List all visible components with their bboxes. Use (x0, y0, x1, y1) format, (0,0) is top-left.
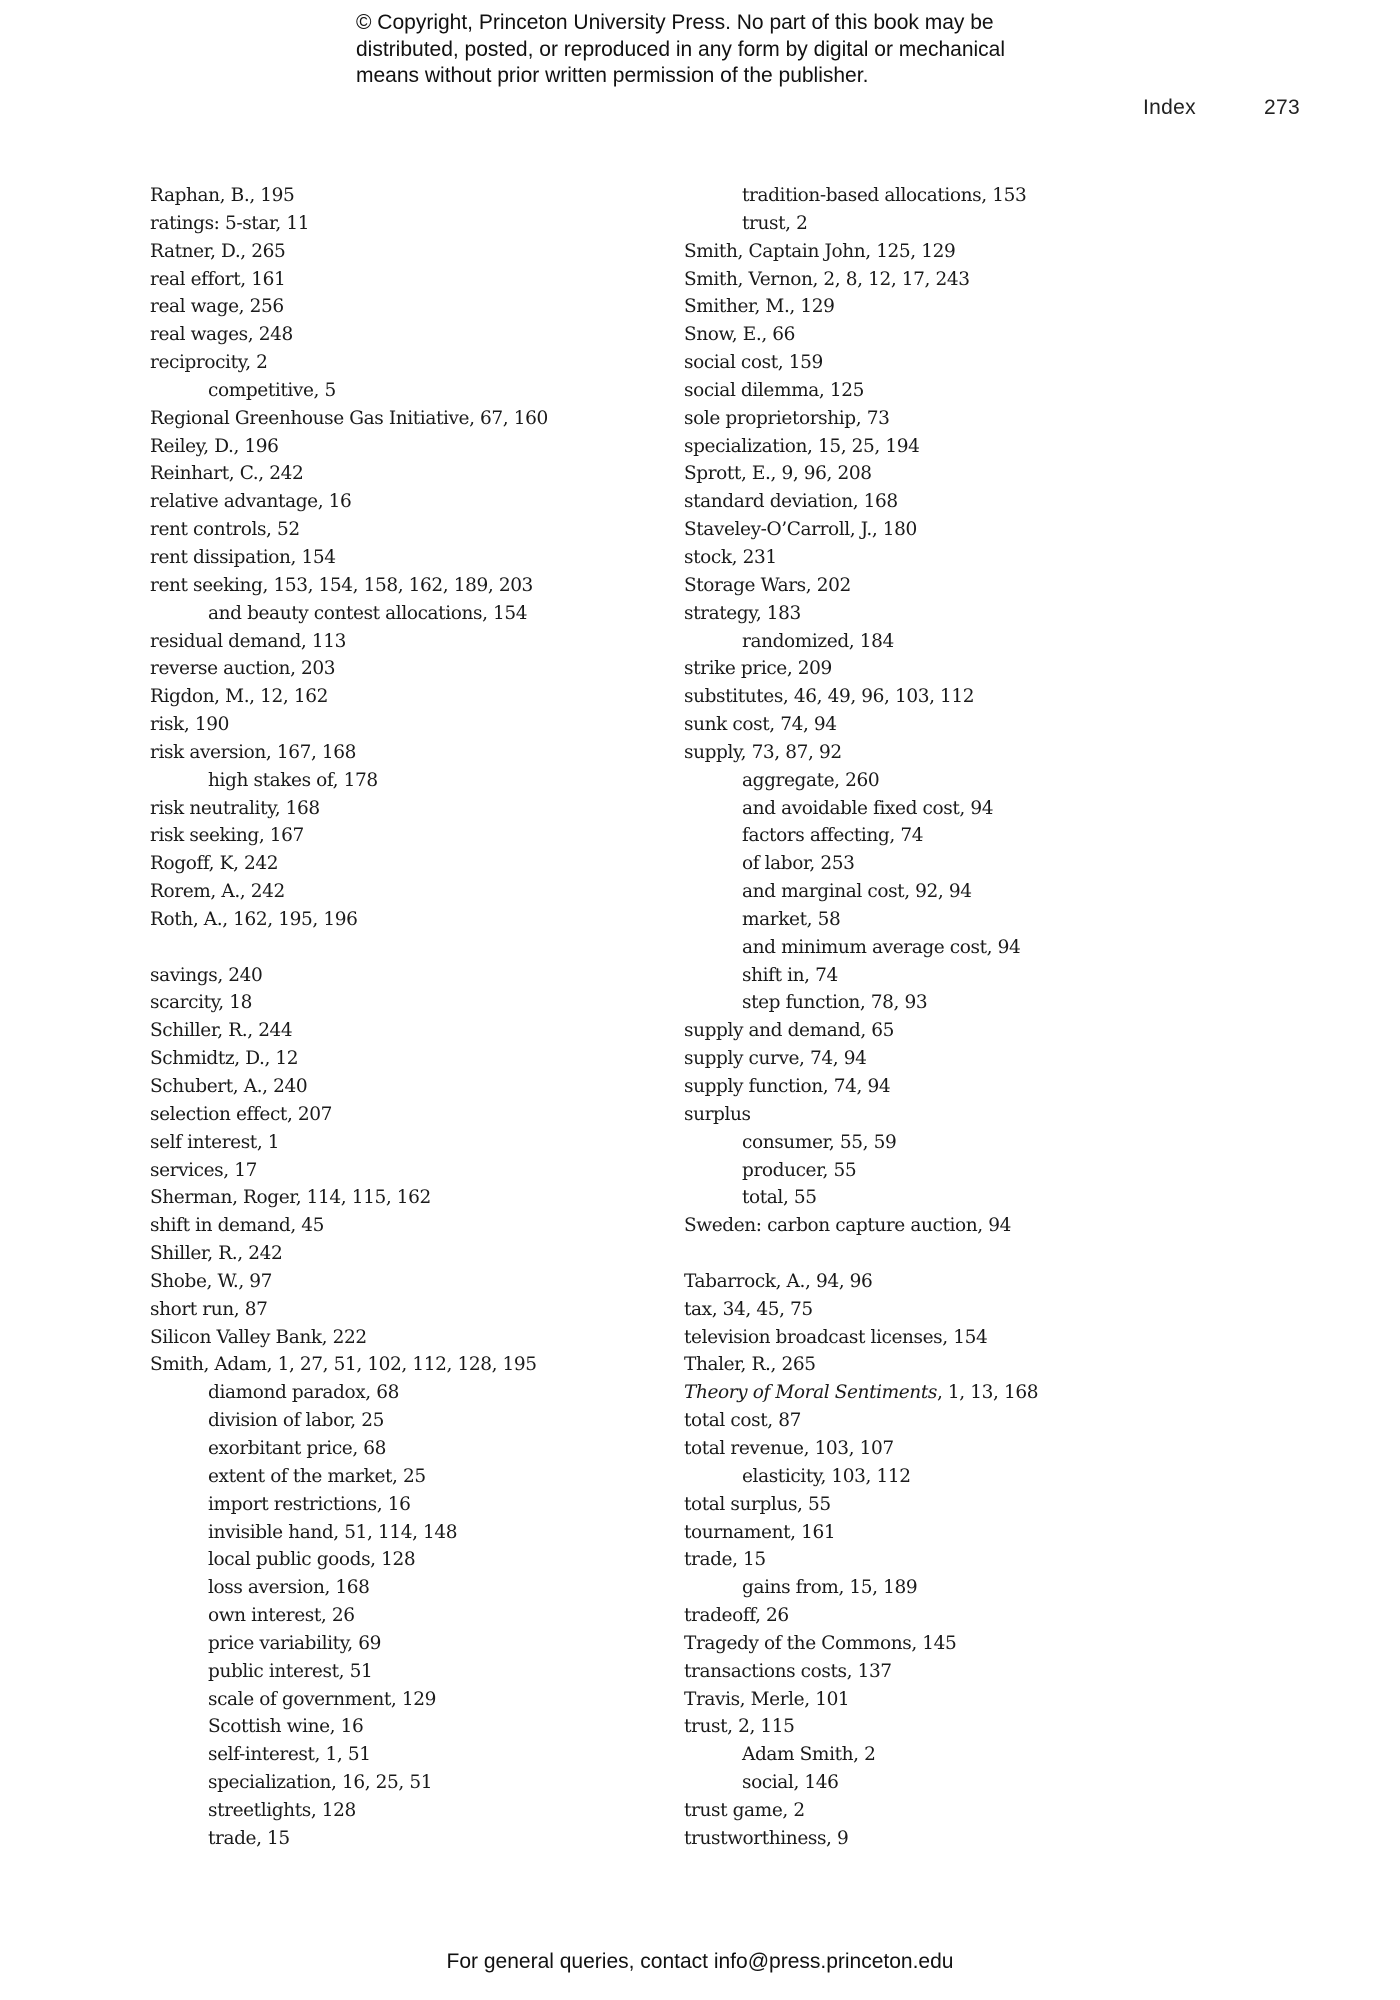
index-entry: sole proprietorship, 73 (684, 407, 890, 429)
index-entry: Rorem, A., 242 (150, 881, 285, 903)
index-entry: Sweden: carbon capture auction, 94 (684, 1215, 1011, 1237)
index-entry: Sherman, Roger, 114, 115, 162 (150, 1187, 431, 1209)
index-entry: supply function, 74, 94 (684, 1076, 891, 1097)
index-entry: risk aversion, 167, 168 (150, 741, 357, 763)
index-subentry: diamond paradox, 68 (208, 1382, 399, 1404)
index-entry: Tabarrock, A., 94, 96 (684, 1270, 873, 1292)
index-entry: Reinhart, C., 242 (150, 463, 304, 485)
index-entry: shift in demand, 45 (150, 1215, 325, 1237)
index-subentry: of labor, 253 (742, 853, 855, 875)
index-entry: Schubert, A., 240 (150, 1076, 308, 1097)
index-subentry: trade, 15 (208, 1827, 290, 1849)
index-entry: standard deviation, 168 (684, 491, 898, 513)
index-subentry: tradition-based allocations, 153 (742, 185, 1027, 206)
index-subentry: scale of government, 129 (208, 1688, 436, 1710)
index-entry: risk seeking, 167 (150, 825, 304, 847)
index-entry: ratings: 5-star, 11 (150, 212, 310, 234)
index-subentry: specialization, 16, 25, 51 (208, 1772, 433, 1794)
index-entry: risk neutrality, 168 (150, 797, 320, 819)
index-entry: rent seeking, 153, 154, 158, 162, 189, 203 (150, 574, 533, 596)
index-entry: self interest, 1 (150, 1131, 280, 1153)
index-subentry: and avoidable fixed cost, 94 (742, 797, 994, 819)
index-entry: trustworthiness, 9 (684, 1827, 849, 1849)
index-entry: tradeoff, 26 (684, 1605, 789, 1627)
running-head (1143, 96, 1300, 120)
index-entry: services, 17 (150, 1159, 257, 1181)
index-entry: selection effect, 207 (150, 1103, 333, 1125)
index-entry: Shiller, R., 242 (150, 1243, 283, 1265)
index-subentry: social, 146 (742, 1772, 839, 1794)
index-subentry: market, 58 (742, 908, 841, 930)
index-subentry: invisible hand, 51, 114, 148 (208, 1521, 458, 1543)
index-entry: trust, 2, 115 (684, 1716, 795, 1738)
index-entry: trust game, 2 (684, 1799, 805, 1821)
index-entry: Ratner, D., 265 (150, 240, 286, 262)
index-entry-title: Theory of Moral Sentiments (684, 1382, 937, 1404)
index-entry: total cost, 87 (684, 1410, 801, 1432)
index-entry: Travis, Merle, 101 (684, 1688, 850, 1710)
index-subentry: and marginal cost, 92, 94 (742, 881, 972, 903)
index-entry: Rigdon, M., 12, 162 (150, 686, 328, 708)
index-entry: transactions costs, 137 (684, 1660, 892, 1682)
index-subentry: streetlights, 128 (208, 1799, 356, 1821)
index-subentry: exorbitant price, 68 (208, 1437, 387, 1459)
index-entry: supply curve, 74, 94 (684, 1048, 867, 1070)
index-subentry: Scottish wine, 16 (208, 1716, 364, 1738)
index-entry: reverse auction, 203 (150, 658, 336, 680)
index-subentry: division of labor, 25 (208, 1410, 384, 1432)
index-entry: total surplus, 55 (684, 1493, 831, 1515)
index-entry: reciprocity, 2 (150, 352, 268, 374)
section-title: Index (1143, 96, 1196, 119)
index-entry: real effort, 161 (150, 268, 286, 290)
index-entry: strategy, 183 (684, 602, 801, 624)
index-entry: tax, 34, 45, 75 (684, 1298, 813, 1320)
index-entry: Schiller, R., 244 (150, 1020, 293, 1042)
copyright-notice (356, 10, 1076, 90)
index-subentry: and minimum average cost, 94 (742, 936, 1021, 958)
index-entry: Smith, Captain John, 125, 129 (684, 240, 956, 262)
index-subentry: Adam Smith, 2 (742, 1744, 876, 1766)
index-entry: risk, 190 (150, 714, 229, 736)
index-entry: rent dissipation, 154 (150, 546, 336, 568)
index-subentry: elasticity, 103, 112 (742, 1465, 911, 1487)
copyright-line: means without prior written permission of the publisher. (356, 64, 869, 87)
index-subentry: loss aversion, 168 (208, 1577, 370, 1599)
index-subentry: trust, 2 (742, 212, 808, 234)
index-entry: surplus (684, 1103, 751, 1125)
index-entry: Roth, A., 162, 195, 196 (150, 908, 358, 930)
section-gap (684, 1240, 1038, 1268)
page-number: 273 (1264, 96, 1300, 119)
index-entry: Rogoff, K, 242 (150, 853, 279, 875)
index-subentry: extent of the market, 25 (208, 1465, 426, 1487)
index-entry: Raphan, B., 195 (150, 185, 295, 206)
index-subentry: factors affecting, 74 (742, 825, 924, 847)
index-entry: social cost, 159 (684, 352, 823, 374)
index-entry: Shobe, W., 97 (150, 1270, 273, 1292)
index-subentry: public interest, 51 (208, 1660, 373, 1682)
index-entry: Storage Wars, 202 (684, 574, 851, 596)
index-entry: sunk cost, 74, 94 (684, 714, 837, 736)
section-gap (150, 934, 548, 962)
index-entry: social dilemma, 125 (684, 379, 864, 401)
footer-contact: For general queries, contact info@press.princeton.edu (446, 1950, 954, 1973)
index-entry: Regional Greenhouse Gas Initiative, 67, 160 (150, 407, 548, 429)
index-subentry: price variability, 69 (208, 1632, 381, 1654)
index-subentry: high stakes of, 178 (208, 769, 378, 791)
index-entry: rent controls, 52 (150, 519, 300, 541)
index-entry: short run, 87 (150, 1298, 268, 1320)
index-entry: Tragedy of the Commons, 145 (684, 1632, 957, 1654)
index-entry: tournament, 161 (684, 1521, 836, 1543)
index-subentry: import restrictions, 16 (208, 1493, 411, 1515)
copyright-line: distributed, posted, or reproduced in any form by digital or mechanical (356, 37, 1006, 61)
index-entry: residual demand, 113 (150, 630, 346, 652)
index-subentry: total, 55 (742, 1187, 817, 1209)
index-entry: savings, 240 (150, 964, 263, 986)
index-subentry: randomized, 184 (742, 630, 894, 652)
index-entry: Schmidtz, D., 12 (150, 1048, 299, 1070)
index-subentry: step function, 78, 93 (742, 992, 928, 1014)
index-subentry: aggregate, 260 (742, 769, 880, 791)
index-entry: scarcity, 18 (150, 992, 252, 1014)
index-entry: relative advantage, 16 (150, 491, 352, 513)
index-entry: stock, 231 (684, 546, 777, 568)
index-subentry: producer, 55 (742, 1159, 857, 1181)
index-subentry: self-interest, 1, 51 (208, 1744, 371, 1766)
index-entry: specialization, 15, 25, 194 (684, 435, 920, 457)
index-entry: Snow, E., 66 (684, 324, 796, 346)
index-subentry: shift in, 74 (742, 964, 838, 986)
index-subentry: gains from, 15, 189 (742, 1577, 918, 1599)
index-entry: Staveley-O’Carroll, J., 180 (684, 519, 917, 541)
index-entry: supply, 73, 87, 92 (684, 741, 842, 763)
index-subentry: consumer, 55, 59 (742, 1131, 897, 1153)
index-entry: real wage, 256 (150, 296, 284, 318)
index-subentry: own interest, 26 (208, 1605, 355, 1627)
index-entry (684, 1379, 1038, 1407)
index-column-left (150, 182, 548, 1853)
index-entry: Thaler, R., 265 (684, 1354, 816, 1376)
index-entry: Silicon Valley Bank, 222 (150, 1326, 367, 1348)
index-column-right (684, 182, 1038, 1853)
index-entry: Smith, Vernon, 2, 8, 12, 17, 243 (684, 268, 970, 290)
index-entry-pages: , 1, 13, 168 (936, 1382, 1039, 1404)
index-entry: Sprott, E., 9, 96, 208 (684, 463, 872, 485)
copyright-line: © Copyright, Princeton University Press. No part of this book may be (356, 11, 994, 34)
index-entry: trade, 15 (684, 1549, 766, 1571)
index-entry: television broadcast licenses, 154 (684, 1326, 988, 1348)
index-entry: strike price, 209 (684, 658, 832, 680)
index-entry: Smither, M., 129 (684, 296, 835, 318)
index-subentry: and beauty contest allocations, 154 (208, 602, 528, 624)
index-entry: Reiley, D., 196 (150, 435, 279, 457)
index-entry: total revenue, 103, 107 (684, 1437, 894, 1459)
index-entry: Smith, Adam, 1, 27, 51, 102, 112, 128, 195 (150, 1354, 537, 1376)
index-entry: substitutes, 46, 49, 96, 103, 112 (684, 686, 975, 708)
index-subentry: local public goods, 128 (208, 1549, 416, 1571)
index-entry: real wages, 248 (150, 324, 293, 346)
index-entry: supply and demand, 65 (684, 1020, 895, 1042)
index-subentry: competitive, 5 (208, 379, 336, 401)
